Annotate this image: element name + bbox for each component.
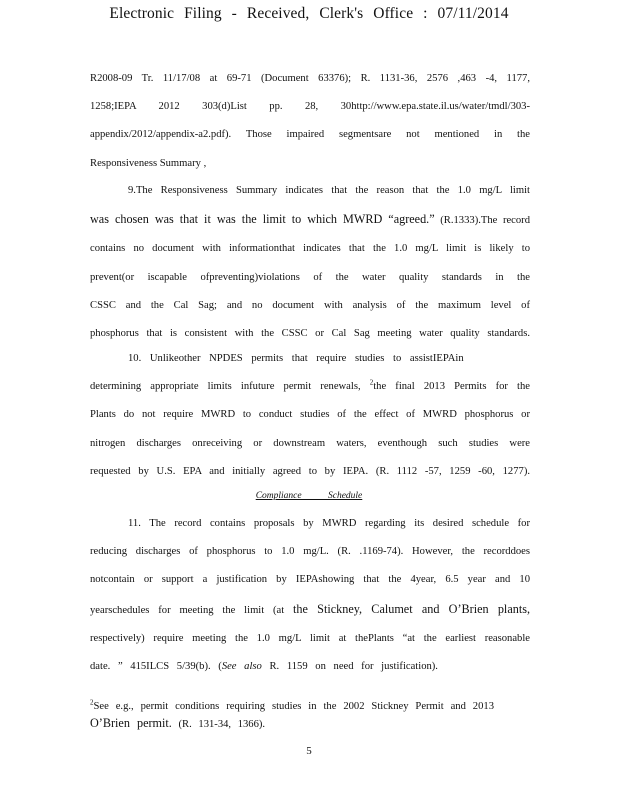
footnote-marker: 2 — [90, 698, 94, 707]
text-line: prevent(or iscapable ofpreventing)violations of the water quality standards in the — [90, 271, 530, 283]
text-line: Plants do not require MWRD to conduct studies of the effect of MWRD phosphorus or — [90, 409, 530, 421]
footnote — [90, 698, 494, 733]
text-fragment-large: the Stickney, Calumet and O’Brien plants, — [293, 601, 530, 616]
text-line: respectively) require meeting the 1.0 mg/L limit at thePlants “at the earliest reasonable — [90, 632, 530, 644]
section-heading — [0, 491, 618, 501]
text-line: 11. The record contains proposals by MWRD regarding its desired schedule for — [128, 518, 530, 529]
text-fragment: yearschedules for meeting the limit (at — [90, 604, 285, 616]
text-line — [90, 653, 530, 681]
page-number: 5 — [306, 745, 312, 757]
text-fragment: the final 2013 Permits for the — [373, 381, 531, 393]
text-line: contains no document with informationthat indicates that the 1.0 mg/L limit is likely to — [90, 243, 530, 255]
footnote-line — [90, 698, 494, 715]
text-fragment: date. ” 415ILCS 5/39(b). ( — [90, 661, 222, 673]
text-line: 9.The Responsiveness Summary indicates that the reason that the 1.0 mg/L limit — [128, 185, 530, 196]
filing-header: Electronic Filing - Received, Clerk's Office : 07/11/2014 — [109, 5, 509, 22]
citation-signal: See also — [221, 661, 262, 673]
text-fragment: R. 1159 on need for justification). — [269, 661, 438, 673]
text-fragment: (R.1333).The record — [440, 215, 531, 227]
text-line — [90, 595, 530, 625]
text-line: phosphorus that is consistent with the CSSC or Cal Sag meeting water quality standards. — [90, 328, 530, 340]
text-line: CSSC and the Cal Sag; and no document with analysis of the maximum level of — [90, 299, 530, 311]
footnote-line — [90, 715, 494, 733]
text-line — [90, 373, 530, 401]
paragraph-continuation — [90, 65, 530, 178]
text-line: nitrogen discharges onreceiving or downstream waters, eventhough such studies were — [90, 437, 530, 449]
footnote-reference[interactable]: 2 — [369, 378, 374, 387]
paragraph-9 — [90, 177, 530, 348]
text-line: Responsiveness Summary , — [90, 157, 207, 169]
paragraph-11 — [90, 510, 530, 681]
section-heading-text: Compliance Schedule — [255, 491, 363, 501]
text-line: R2008-09 Tr. 11/17/08 at 69-71 (Document 63376); R. 1131-36, 2576 ,463 -4, 1177, — [90, 73, 530, 84]
text-fragment: (R. 131-34, 1366). — [178, 719, 266, 730]
paragraph-10 — [90, 345, 530, 486]
text-fragment-large: was chosen was that it was the limit to which MWRD “agreed.” — [90, 212, 435, 227]
text-line: 1258;IEPA 2012 303(d)List pp. 28, 30http://www.epa.state.il.us/water/tmdl/303- — [90, 101, 530, 113]
text-line: 10. Unlikeother NPDES permits that require studies to assistIEPAin — [128, 353, 464, 364]
text-fragment-large: O’Brien permit. — [90, 716, 172, 730]
text-fragment: See e.g., permit conditions requiring studies in the 2002 Stickney Permit and 2013 — [93, 701, 494, 712]
text-line: reducing discharges of phosphorus to 1.0 mg/L. (R. .1169-74). However, the recorddoes — [90, 546, 530, 558]
text-line — [90, 205, 530, 235]
text-line: notcontain or support a justification by IEPAshowing that the 4year, 6.5 year and 10 — [90, 574, 530, 586]
text-line: appendix/2012/appendix-a2.pdf). Those impaired segmentsare not mentioned in the — [90, 129, 530, 141]
text-line: requested by U.S. EPA and initially agreed to by IEPA. (R. 1112 -57, 1259 -60, 1277). — [90, 465, 530, 477]
text-fragment: determining appropriate limits infuture permit renewals, — [90, 381, 361, 393]
